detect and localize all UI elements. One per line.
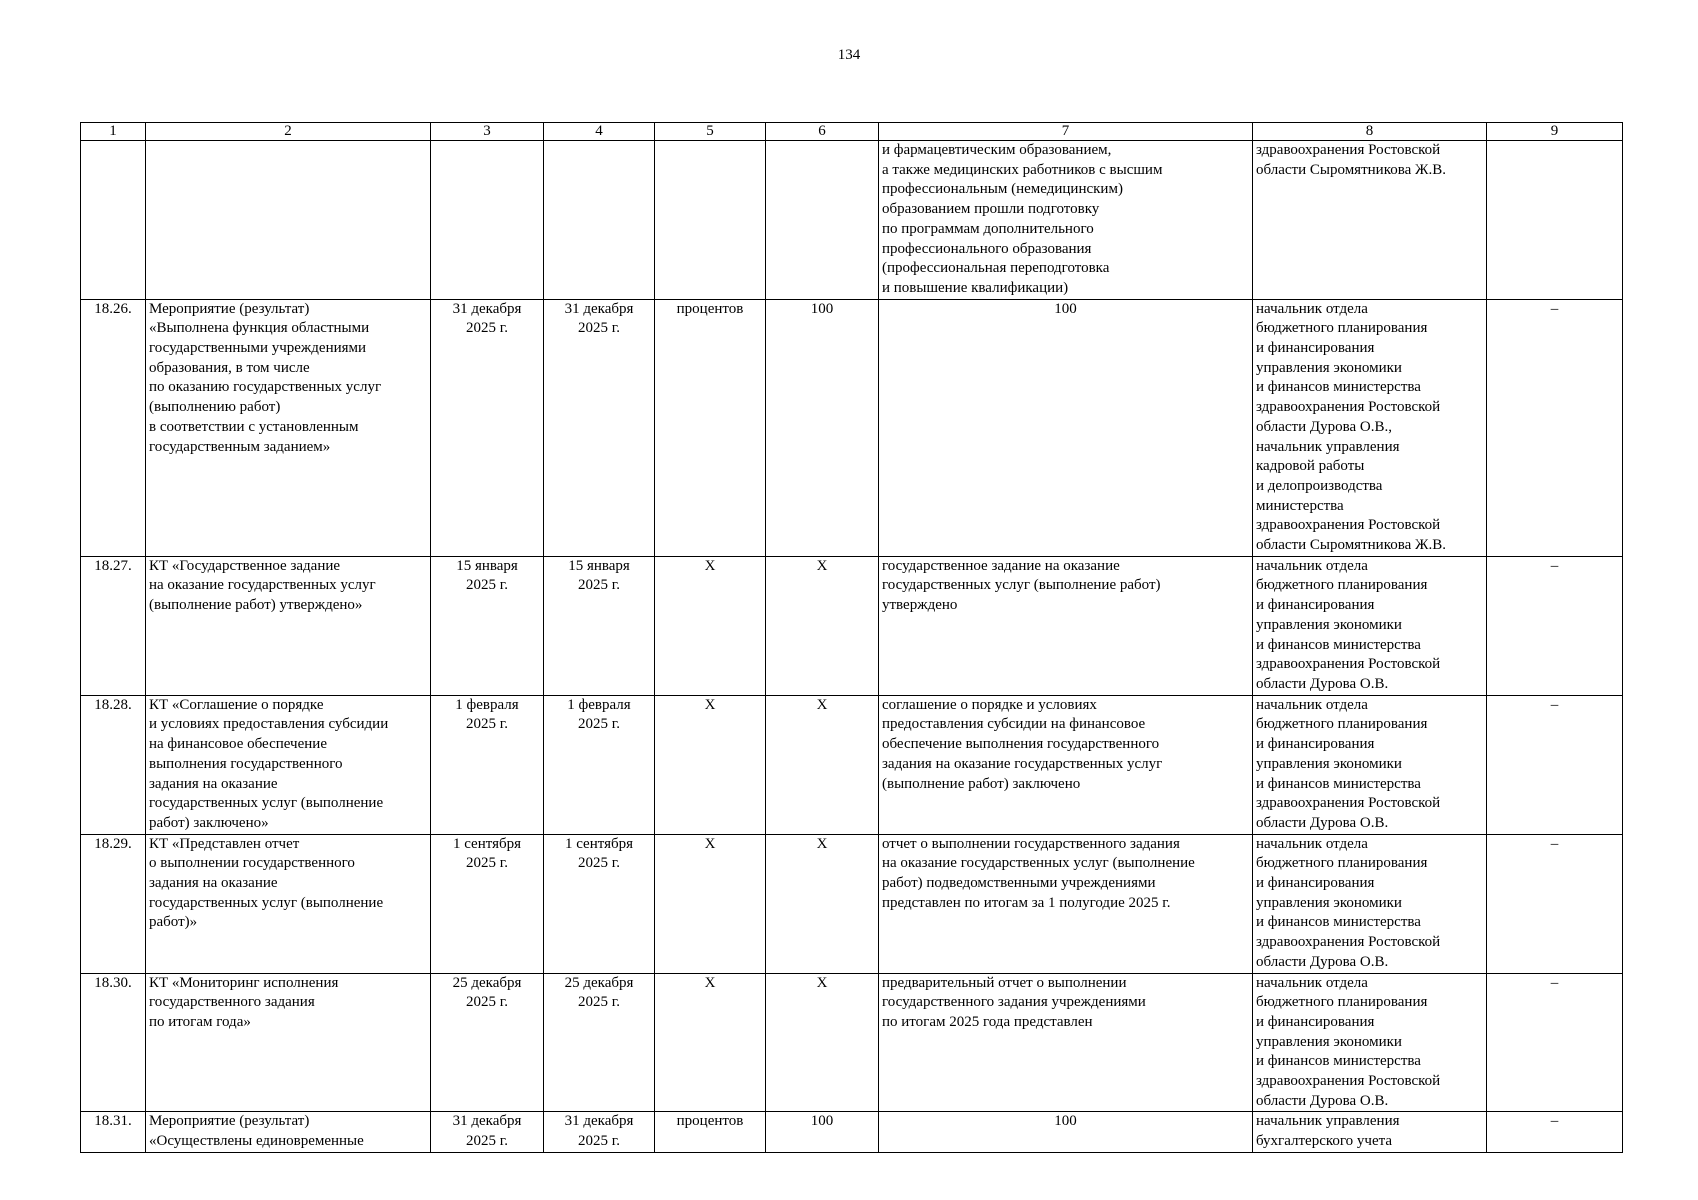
- row-start-date: 1 февраля 2025 г.: [431, 695, 544, 834]
- row-unit: процентов: [655, 299, 766, 556]
- row-start-date: 15 января 2025 г.: [431, 556, 544, 695]
- row-result: соглашение о порядке и условиях предоставления субсидии на финансовое обеспечение выполнения государственного задания на оказание государственных услуг (выполнение работ) заключено: [879, 695, 1253, 834]
- row-end-date: 15 января 2025 г.: [544, 556, 655, 695]
- row-note: –: [1487, 834, 1623, 973]
- row-name: КТ «Мониторинг исполнения государственного задания по итогам года»: [146, 973, 431, 1112]
- row-unit: [655, 141, 766, 300]
- row-note: [1487, 141, 1623, 300]
- row-end-date: 31 декабря 2025 г.: [544, 299, 655, 556]
- column-header: 1: [81, 123, 146, 141]
- row-number: [81, 141, 146, 300]
- row-start-date: 1 сентября 2025 г.: [431, 834, 544, 973]
- table-header-row: [81, 123, 1623, 141]
- row-result: 100: [879, 1112, 1253, 1152]
- table-row: [81, 973, 1623, 1112]
- table-row: [81, 834, 1623, 973]
- row-note: –: [1487, 1112, 1623, 1152]
- column-header: 4: [544, 123, 655, 141]
- table-row: [81, 695, 1623, 834]
- row-name: КТ «Соглашение о порядке и условиях предоставления субсидии на финансовое обеспечение выполнения государственного задания на оказание государственных услуг (выполнение работ) заключено»: [146, 695, 431, 834]
- row-result: государственное задание на оказание государственных услуг (выполнение работ) утверждено: [879, 556, 1253, 695]
- row-start-date: 31 декабря 2025 г.: [431, 299, 544, 556]
- row-end-date: 31 декабря 2025 г.: [544, 1112, 655, 1152]
- row-value: X: [766, 973, 879, 1112]
- column-header: 2: [146, 123, 431, 141]
- row-note: –: [1487, 299, 1623, 556]
- table-row: [81, 141, 1623, 300]
- row-number: 18.31.: [81, 1112, 146, 1152]
- row-value: X: [766, 834, 879, 973]
- row-result: отчет о выполнении государственного задания на оказание государственных услуг (выполнение работ) подведомственными учреждениями представлен по итогам за 1 полугодие 2025 г.: [879, 834, 1253, 973]
- table-row: [81, 1112, 1623, 1152]
- row-name: Мероприятие (результат) «Осуществлены единовременные: [146, 1112, 431, 1152]
- row-note: –: [1487, 695, 1623, 834]
- row-unit: X: [655, 834, 766, 973]
- row-note: –: [1487, 973, 1623, 1112]
- row-value: 100: [766, 1112, 879, 1152]
- row-name: Мероприятие (результат) «Выполнена функция областными государственными учреждениями образования, в том числе по оказанию государственных услуг (выполнению работ) в соответствии с установленным государственным заданием»: [146, 299, 431, 556]
- row-number: 18.29.: [81, 834, 146, 973]
- column-header: 6: [766, 123, 879, 141]
- row-number: 18.26.: [81, 299, 146, 556]
- row-responsible: начальник отдела бюджетного планирования и финансирования управления экономики и финансов министерства здравоохранения Ростовской области Дурова О.В.: [1253, 834, 1487, 973]
- row-end-date: 25 декабря 2025 г.: [544, 973, 655, 1112]
- table-row: [81, 299, 1623, 556]
- row-unit: процентов: [655, 1112, 766, 1152]
- row-end-date: [544, 141, 655, 300]
- row-value: [766, 141, 879, 300]
- row-value: 100: [766, 299, 879, 556]
- table-row: [81, 556, 1623, 695]
- row-unit: X: [655, 695, 766, 834]
- row-end-date: 1 сентября 2025 г.: [544, 834, 655, 973]
- row-responsible: здравоохранения Ростовской области Сыромятникова Ж.В.: [1253, 141, 1487, 300]
- row-result: 100: [879, 299, 1253, 556]
- row-number: 18.28.: [81, 695, 146, 834]
- row-start-date: 31 декабря 2025 г.: [431, 1112, 544, 1152]
- row-name: КТ «Представлен отчет о выполнении государственного задания на оказание государственных услуг (выполнение работ)»: [146, 834, 431, 973]
- row-end-date: 1 февраля 2025 г.: [544, 695, 655, 834]
- page-number: 134: [837, 47, 861, 63]
- row-start-date: 25 декабря 2025 г.: [431, 973, 544, 1112]
- row-responsible: начальник отдела бюджетного планирования и финансирования управления экономики и финансов министерства здравоохранения Ростовской области Дурова О.В.: [1253, 973, 1487, 1112]
- column-header: 7: [879, 123, 1253, 141]
- row-number: 18.27.: [81, 556, 146, 695]
- column-header: 9: [1487, 123, 1623, 141]
- row-start-date: [431, 141, 544, 300]
- plan-table: [80, 122, 1623, 1153]
- row-note: –: [1487, 556, 1623, 695]
- row-number: 18.30.: [81, 973, 146, 1112]
- row-value: X: [766, 695, 879, 834]
- row-result: предварительный отчет о выполнении государственного задания учреждениями по итогам 2025 года представлен: [879, 973, 1253, 1112]
- row-responsible: начальник управления бухгалтерского учета: [1253, 1112, 1487, 1152]
- column-header: 8: [1253, 123, 1487, 141]
- row-responsible: начальник отдела бюджетного планирования и финансирования управления экономики и финансов министерства здравоохранения Ростовской области Дурова О.В., начальник управления кадровой работы и делопроизводства министерства здравоохранения Ростовской области Сыромятникова Ж.В.: [1253, 299, 1487, 556]
- row-responsible: начальник отдела бюджетного планирования и финансирования управления экономики и финансов министерства здравоохранения Ростовской области Дурова О.В.: [1253, 556, 1487, 695]
- row-unit: X: [655, 973, 766, 1112]
- row-result: и фармацевтическим образованием, а также медицинских работников с высшим профессиональным (немедицинским) образованием прошли подготовку по программам дополнительного профессионального образования (профессиональная переподготовка и повышение квалификации): [879, 141, 1253, 300]
- row-unit: X: [655, 556, 766, 695]
- column-header: 5: [655, 123, 766, 141]
- row-name: [146, 141, 431, 300]
- row-value: X: [766, 556, 879, 695]
- row-name: КТ «Государственное задание на оказание государственных услуг (выполнение работ) утверждено»: [146, 556, 431, 695]
- row-responsible: начальник отдела бюджетного планирования и финансирования управления экономики и финансов министерства здравоохранения Ростовской области Дурова О.В.: [1253, 695, 1487, 834]
- column-header: 3: [431, 123, 544, 141]
